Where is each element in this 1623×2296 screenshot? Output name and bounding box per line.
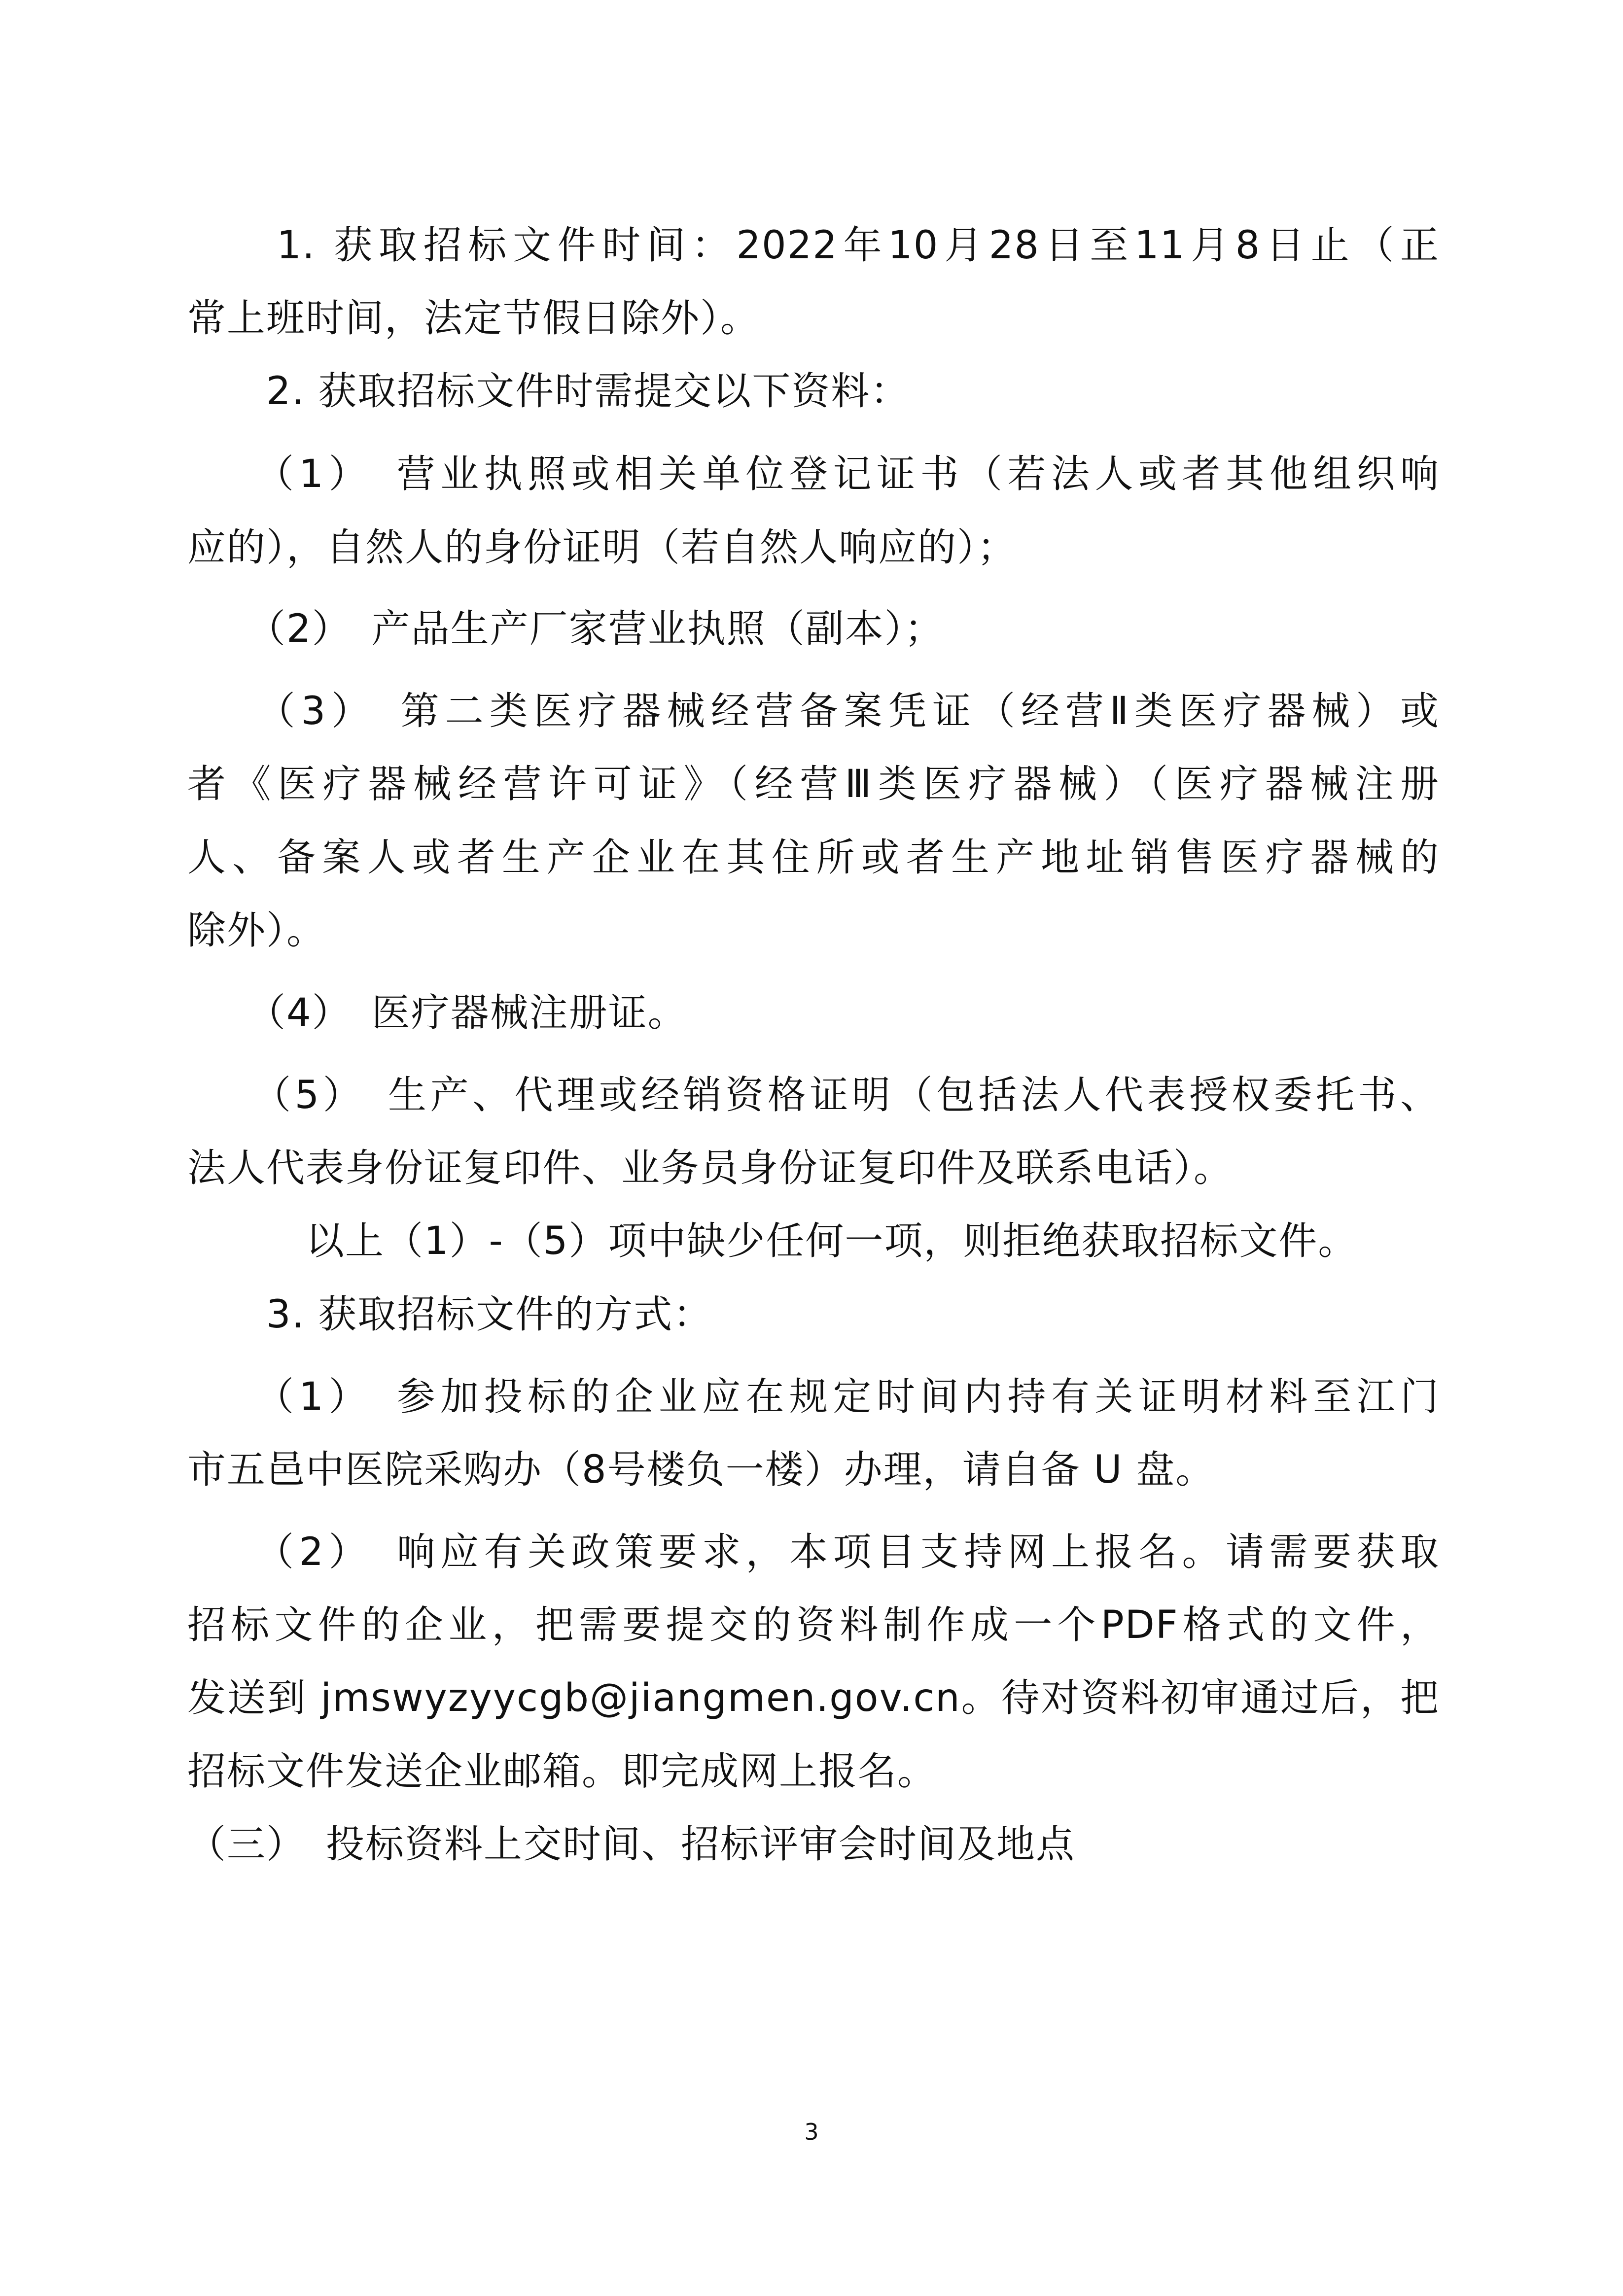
- paragraph-line: 者《医疗器械经营许可证》（经营Ⅲ类医疗器械）（医疗器械注册: [187, 762, 1440, 806]
- paragraph-line: 3. 获取招标文件的方式：: [187, 1292, 713, 1337]
- paragraph-line: （5） 生产、代理或经销资格证明（包括法人代表授权委托书、: [187, 1073, 1440, 1117]
- paragraph-line: 2. 获取招标文件时需提交以下资料：: [187, 369, 910, 414]
- paragraph-line: 市五邑中医院采购办（8号楼负一楼）办理，请自备 U 盘。: [187, 1448, 1215, 1492]
- page-number: 3: [804, 2119, 819, 2145]
- paragraph-line: 除外）。: [187, 908, 326, 953]
- paragraph-line: 招标文件发送企业邮箱。即完成网上报名。: [187, 1749, 937, 1794]
- paragraph-line: （3） 第二类医疗器械经营备案凭证（经营Ⅱ类医疗器械）或: [187, 689, 1440, 733]
- paragraph-line: 法人代表身份证复印件、业务员身份证复印件及联系电话）。: [187, 1146, 1234, 1190]
- paragraph-line: （1） 参加投标的企业应在规定时间内持有关证明材料至江门: [187, 1375, 1440, 1419]
- paragraph-line: 应的），自然人的身份证明（若自然人响应的）；: [187, 525, 1017, 570]
- paragraph-line: （2） 响应有关政策要求，本项目支持网上报名。请需要获取: [187, 1530, 1440, 1574]
- paragraph-line: 人、备案人或者生产企业在其住所或者生产地址销售医疗器械的: [187, 835, 1440, 880]
- paragraph-line: （4） 医疗器械注册证。: [187, 991, 687, 1035]
- paragraph-line: （2） 产品生产厂家营业执照（副本）；: [187, 607, 944, 651]
- section-heading: （三） 投标资料上交时间、招标评审会时间及地点: [187, 1822, 1076, 1867]
- paragraph-line: 招标文件的企业，把需要提交的资料制作成一个PDF格式的文件，: [187, 1603, 1440, 1647]
- paragraph-line: 以上（1）-（5）项中缺少任何一项，则拒绝获取招标文件。: [187, 1219, 1358, 1263]
- paragraph-line: 常上班时间，法定节假日除外）。: [187, 296, 760, 341]
- paragraph-line: 发送到 jmswyzyycgb@jiangmen.gov.cn。待对资料初审通过后，把: [187, 1676, 1440, 1720]
- paragraph-line: 1. 获取招标文件时间：2022年10月28日至11月8日止（正: [187, 223, 1440, 268]
- paragraph-line: （1） 营业执照或相关单位登记证书（若法人或者其他组织响: [187, 452, 1440, 496]
